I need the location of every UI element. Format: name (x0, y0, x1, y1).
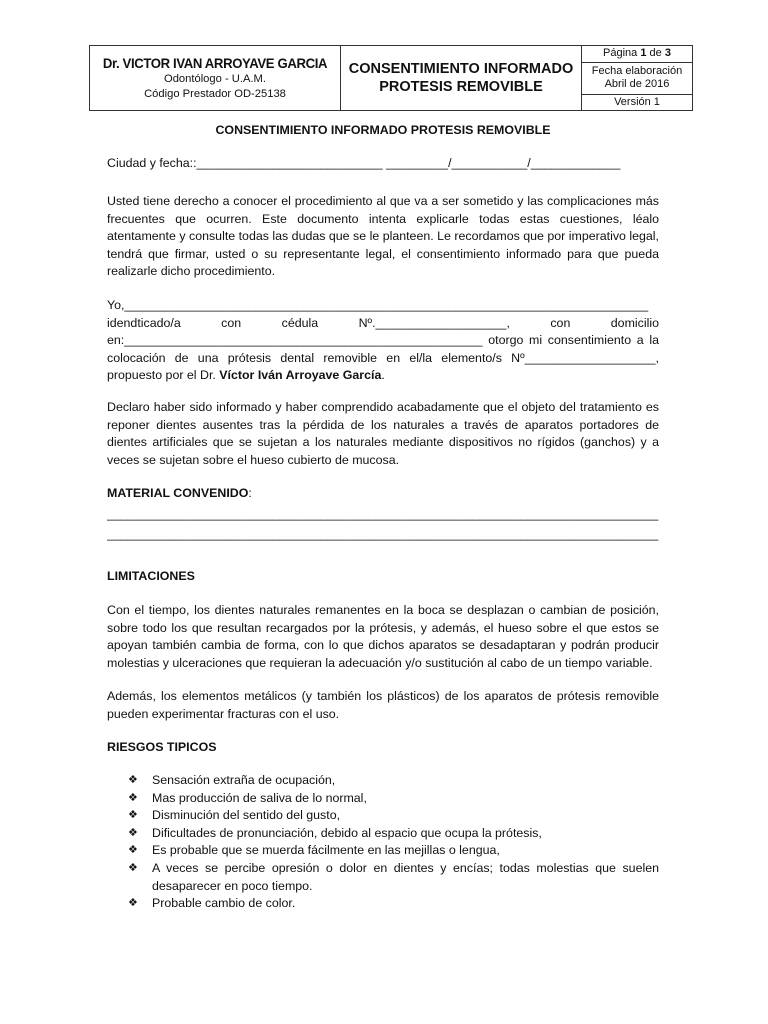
page-total: 3 (664, 47, 671, 60)
risk-text: Es probable que se muerda fácilmente en las mejillas o lengua, (152, 843, 500, 858)
material-line-1: ________________________________________________________________________________ (107, 506, 659, 521)
limitations-heading: LIMITACIONES (107, 569, 195, 583)
header-title-cell (341, 46, 582, 111)
material-heading (107, 485, 659, 503)
doctor-info-cell (90, 46, 341, 111)
limitations-paragraph-1: Con el tiempo, los dientes naturales remanentes en la boca se desplazan o cambian de posición, sobre todo los que resultan recargados por la prótesis, y además, el hueso sobre el que estos se apoyan también cambia de forma, con lo que dichos aparatos se desadaptaran y podrán producir molestias y ulceraciones que requieran la adecuación y/o sustitución al cabo de un tiempo variable. (107, 603, 659, 670)
document-header (89, 45, 693, 111)
risk-text: Disminución del sentido del gusto, (152, 808, 341, 823)
elaboration-date (582, 62, 692, 94)
elab-label: Fecha elaboración (591, 65, 683, 77)
page-prefix: Página (603, 47, 641, 60)
diamond-bullet-icon: ❖ (128, 897, 138, 910)
diamond-bullet-icon: ❖ (128, 844, 138, 857)
diamond-bullet-icon: ❖ (128, 826, 138, 839)
doctor-name: Dr. VICTOR IVAN ARROYAVE GARCIA (102, 55, 328, 71)
risk-text: Sensación extraña de ocupación, (152, 773, 336, 787)
proposed-by-line (107, 367, 659, 385)
diamond-bullet-icon: ❖ (128, 861, 138, 874)
header-meta-cell (582, 46, 693, 111)
list-item (128, 807, 659, 825)
material-section (107, 485, 659, 544)
risk-text: Dificultades de pronunciación, debido al espacio que ocupa la prótesis, (152, 825, 542, 840)
version: Versión 1 (614, 95, 660, 108)
risks-heading: RIESGOS TIPICOS (107, 740, 217, 754)
proposed-suffix: . (381, 368, 385, 383)
header-title-line2: PROTESIS REMOVIBLE (379, 79, 543, 95)
yo-line: Yo,____________________________________________________________________________ (107, 298, 649, 312)
page-current: 1 (640, 47, 647, 60)
risk-text: Mas producción de saliva de lo normal, (152, 790, 367, 805)
list-item (128, 860, 659, 895)
city-date-line: Ciudad y fecha::___________________________ _________/___________/_____________ (107, 156, 621, 170)
risk-text: A veces se percibe opresión o dolor en dientes y encías; todas molestias que suelen desaparecer en poco tiempo. (152, 860, 659, 893)
diamond-bullet-icon: ❖ (128, 791, 138, 804)
list-item (128, 790, 659, 808)
material-colon: : (248, 486, 252, 500)
provider-code: Código Prestador OD-25138 (144, 87, 286, 100)
page-number (582, 46, 692, 62)
doctor-full-name: Víctor Iván Arroyave García (219, 368, 382, 383)
list-item (128, 895, 659, 913)
risk-text: Probable cambio de color. (152, 896, 296, 911)
risks-list (128, 772, 659, 913)
meta-table (582, 46, 692, 110)
list-item (128, 772, 659, 790)
proposed-prefix: propuesto por el Dr. (107, 368, 220, 383)
list-item (128, 842, 659, 860)
id-line: idendticado/a con cédula Nº.___________________, con domicilio (107, 315, 659, 330)
list-item (128, 825, 659, 843)
identification-block (107, 297, 659, 385)
header-title-line1: CONSENTIMIENTO INFORMADO (348, 60, 574, 77)
diamond-bullet-icon: ❖ (128, 774, 138, 786)
material-heading-text: MATERIAL CONVENIDO (107, 486, 249, 500)
element-line: colocación de una prótesis dental removible en el/la elemento/s Nº___________________, (107, 350, 659, 365)
material-line-2: ________________________________________________________________________________ (107, 527, 659, 542)
doctor-profession: Odontólogo - U.A.M. (164, 73, 266, 85)
diamond-bullet-icon: ❖ (128, 809, 138, 822)
declaration-paragraph: Declaro haber sido informado y haber comprendido acabadamente que el objeto del tratamiento es reponer dientes ausentes tras la pérdida de los naturales a través de aparatos portadores de dientes artificiales que se sujetan a los naturales mediante dispositivos no rígidos (ganchos) y a veces se sujetan sobre el hueso cubierto de mucosa. (107, 400, 659, 467)
address-line: en:____________________________________________________ otorgo mi consentimiento a la (107, 333, 659, 348)
document-title: CONSENTIMIENTO INFORMADO PROTESIS REMOVIBLE (215, 123, 551, 137)
elab-date: Abril de 2016 (604, 78, 670, 90)
page-mid: de (646, 47, 665, 60)
limitations-paragraph-2: Además, los elementos metálicos (y también los plásticos) de los aparatos de prótesis removible pueden experimentar fracturas con el uso. (107, 689, 659, 721)
intro-paragraph: Usted tiene derecho a conocer el procedimiento al que va a ser sometido y las complicaciones más frecuentes que ocurren. Este documento intenta explicarle todas estas cuestiones, léalo atentamente y consulte todas las dudas que se le planteen. Le recordamos que por imperativo legal, tendrá que firmar, usted o su representante legal, el consentimiento informado para que pueda realizarle dicho procedimiento. (107, 194, 659, 279)
